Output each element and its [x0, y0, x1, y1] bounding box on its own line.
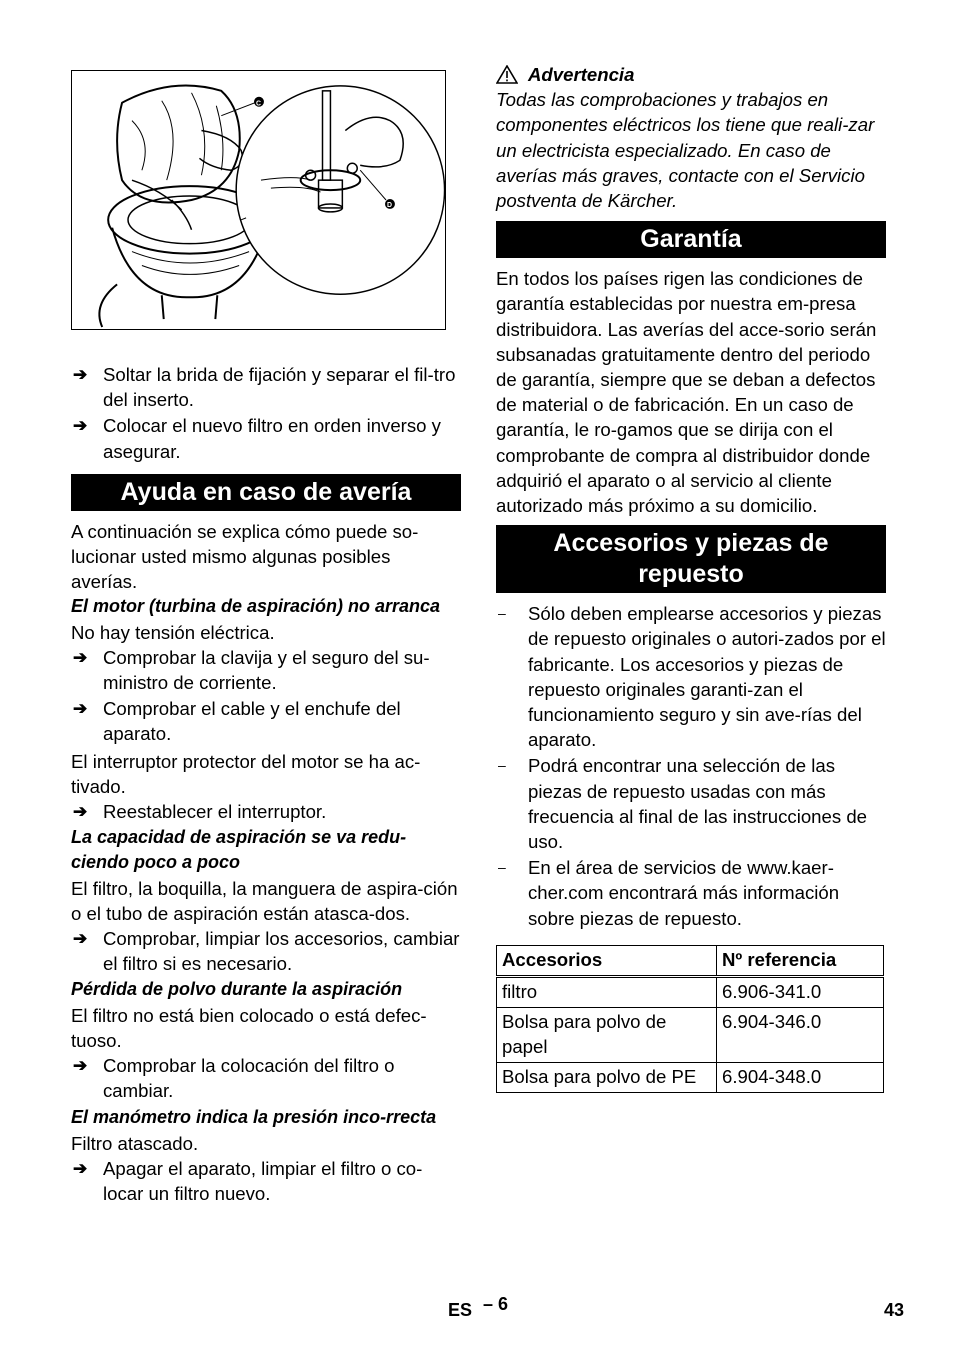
warning-title: Advertencia — [496, 62, 886, 87]
step-item: ➔ Colocar el nuevo filtro en orden inverso y asegurar. — [71, 413, 461, 463]
table-cell: 6.906-341.0 — [717, 976, 884, 1007]
dash-icon: – — [498, 757, 506, 774]
filter-steps — [71, 362, 461, 464]
table-cell: Bolsa para polvo de PE — [497, 1062, 717, 1092]
filter-illustration — [72, 71, 445, 329]
parts-table — [496, 945, 884, 1093]
callout-c: C — [256, 100, 262, 108]
filter-replacement-figure — [71, 70, 446, 330]
step-item: ➔ Reestablecer el interruptor. — [71, 799, 461, 824]
footer-page-sep: – 6 — [483, 1294, 509, 1314]
dash-icon: – — [498, 859, 506, 876]
fault-cause: Filtro atascado. — [71, 1132, 199, 1154]
arrow-right-icon: ➔ — [73, 699, 88, 719]
table-header-reference: Nº referencia — [717, 945, 884, 976]
step-item: ➔ Comprobar el cable y el enchufe del aparato. — [71, 696, 461, 746]
accessories-list — [496, 601, 886, 931]
fault-cause: El interruptor protector del motor se ha ac-tivado. — [71, 750, 421, 797]
warranty-text: En todos los países rigen las condiciones de garantía establecidas por nuestra em-presa distribuidora. Las averías del acce-sorio serán subsanadas gratuitamente dentro del periodo de garantía, siempre que se deban a defectos de material o de fabricación. En un caso de garantía, le ro-gamos que se dirija con el comprobante de compra al distribuidor donde adquirió el aparato o al servicio al cliente autorizado más próximo a su domicilio. — [496, 268, 877, 517]
list-item: – Sólo deben emplearse accesorios y piezas de repuesto originales o autori-zados por el fabricante. Los accesorios y piezas de repuesto originales garanti-zan el funcionamiento seguro y sin ave-rías del aparato. — [496, 601, 886, 752]
accessories-heading: Accesorios y piezas de repuesto — [496, 525, 886, 593]
arrow-right-icon: ➔ — [73, 929, 88, 949]
table-cell: Bolsa para polvo de papel — [497, 1007, 717, 1062]
table-row — [497, 976, 884, 1007]
warning-triangle-icon — [496, 65, 518, 84]
list-item: – En el área de servicios de www.kaer-cher.com encontrará más información sobre piezas de repuesto. — [496, 855, 886, 931]
step-item: ➔ Comprobar la clavija y el seguro del su-ministro de corriente. — [71, 645, 461, 695]
arrow-right-icon: ➔ — [73, 802, 88, 822]
step-item: ➔ Apagar el aparato, limpiar el filtro o co-locar un filtro nuevo. — [71, 1156, 461, 1206]
callout-d: D — [387, 201, 393, 209]
right-column — [496, 62, 886, 1093]
step-item: ➔ Comprobar la colocación del filtro o cambiar. — [71, 1053, 461, 1103]
table-cell: 6.904-346.0 — [717, 1007, 884, 1062]
footer-page-number: 43 — [884, 1300, 905, 1320]
warranty-heading: Garantía — [496, 221, 886, 258]
warning-text: Todas las comprobaciones y trabajos en componentes eléctricos los tiene que reali-zar un electricista especializado. En caso de averías más graves, contacte con el Servicio postventa de Kärcher. — [496, 89, 875, 212]
help-heading: Ayuda en caso de avería — [71, 474, 461, 511]
dash-icon: – — [498, 605, 506, 622]
table-header-row — [497, 945, 884, 976]
list-item: – Podrá encontrar una selección de las piezas de repuesto usadas con más frecuencia al final de las instrucciones de uso. — [496, 753, 886, 854]
arrow-right-icon: ➔ — [73, 365, 88, 384]
table-row — [497, 1007, 884, 1062]
step-item: ➔ Soltar la brida de fijación y separar el fil-tro del inserto. — [71, 362, 461, 412]
fault-title: Pérdida de polvo durante la aspiración — [71, 979, 403, 1000]
table-cell: 6.904-348.0 — [717, 1062, 884, 1092]
footer-language: ES – 6 — [448, 1294, 509, 1320]
arrow-right-icon: ➔ — [73, 1056, 88, 1076]
fault-cause: No hay tensión eléctrica. — [71, 621, 275, 643]
table-row — [497, 1062, 884, 1092]
fault-title: El manómetro indica la presión inco-rrecta — [71, 1107, 437, 1128]
help-intro: A continuación se explica cómo puede so-lucionar usted mismo algunas posibles averías. — [71, 520, 419, 593]
fault-cause: El filtro no está bien colocado o está defec-tuoso. — [71, 1004, 427, 1051]
table-header-accessories: Accesorios — [497, 945, 717, 976]
arrow-right-icon: ➔ — [73, 416, 88, 436]
arrow-right-icon: ➔ — [73, 1158, 88, 1178]
step-item: ➔ Comprobar, limpiar los accesorios, cambiar el filtro si es necesario. — [71, 926, 461, 976]
fault-cause: El filtro, la boquilla, la manguera de aspira-ción o el tubo de aspiración están atasca-dos. — [71, 877, 458, 924]
fault-title: El motor (turbina de aspiración) no arranca — [71, 596, 441, 617]
fault-title: La capacidad de aspiración se va redu-ciendo poco a poco — [71, 827, 407, 873]
left-column — [71, 70, 461, 1207]
arrow-right-icon: ➔ — [73, 647, 88, 667]
table-cell: filtro — [497, 976, 717, 1007]
